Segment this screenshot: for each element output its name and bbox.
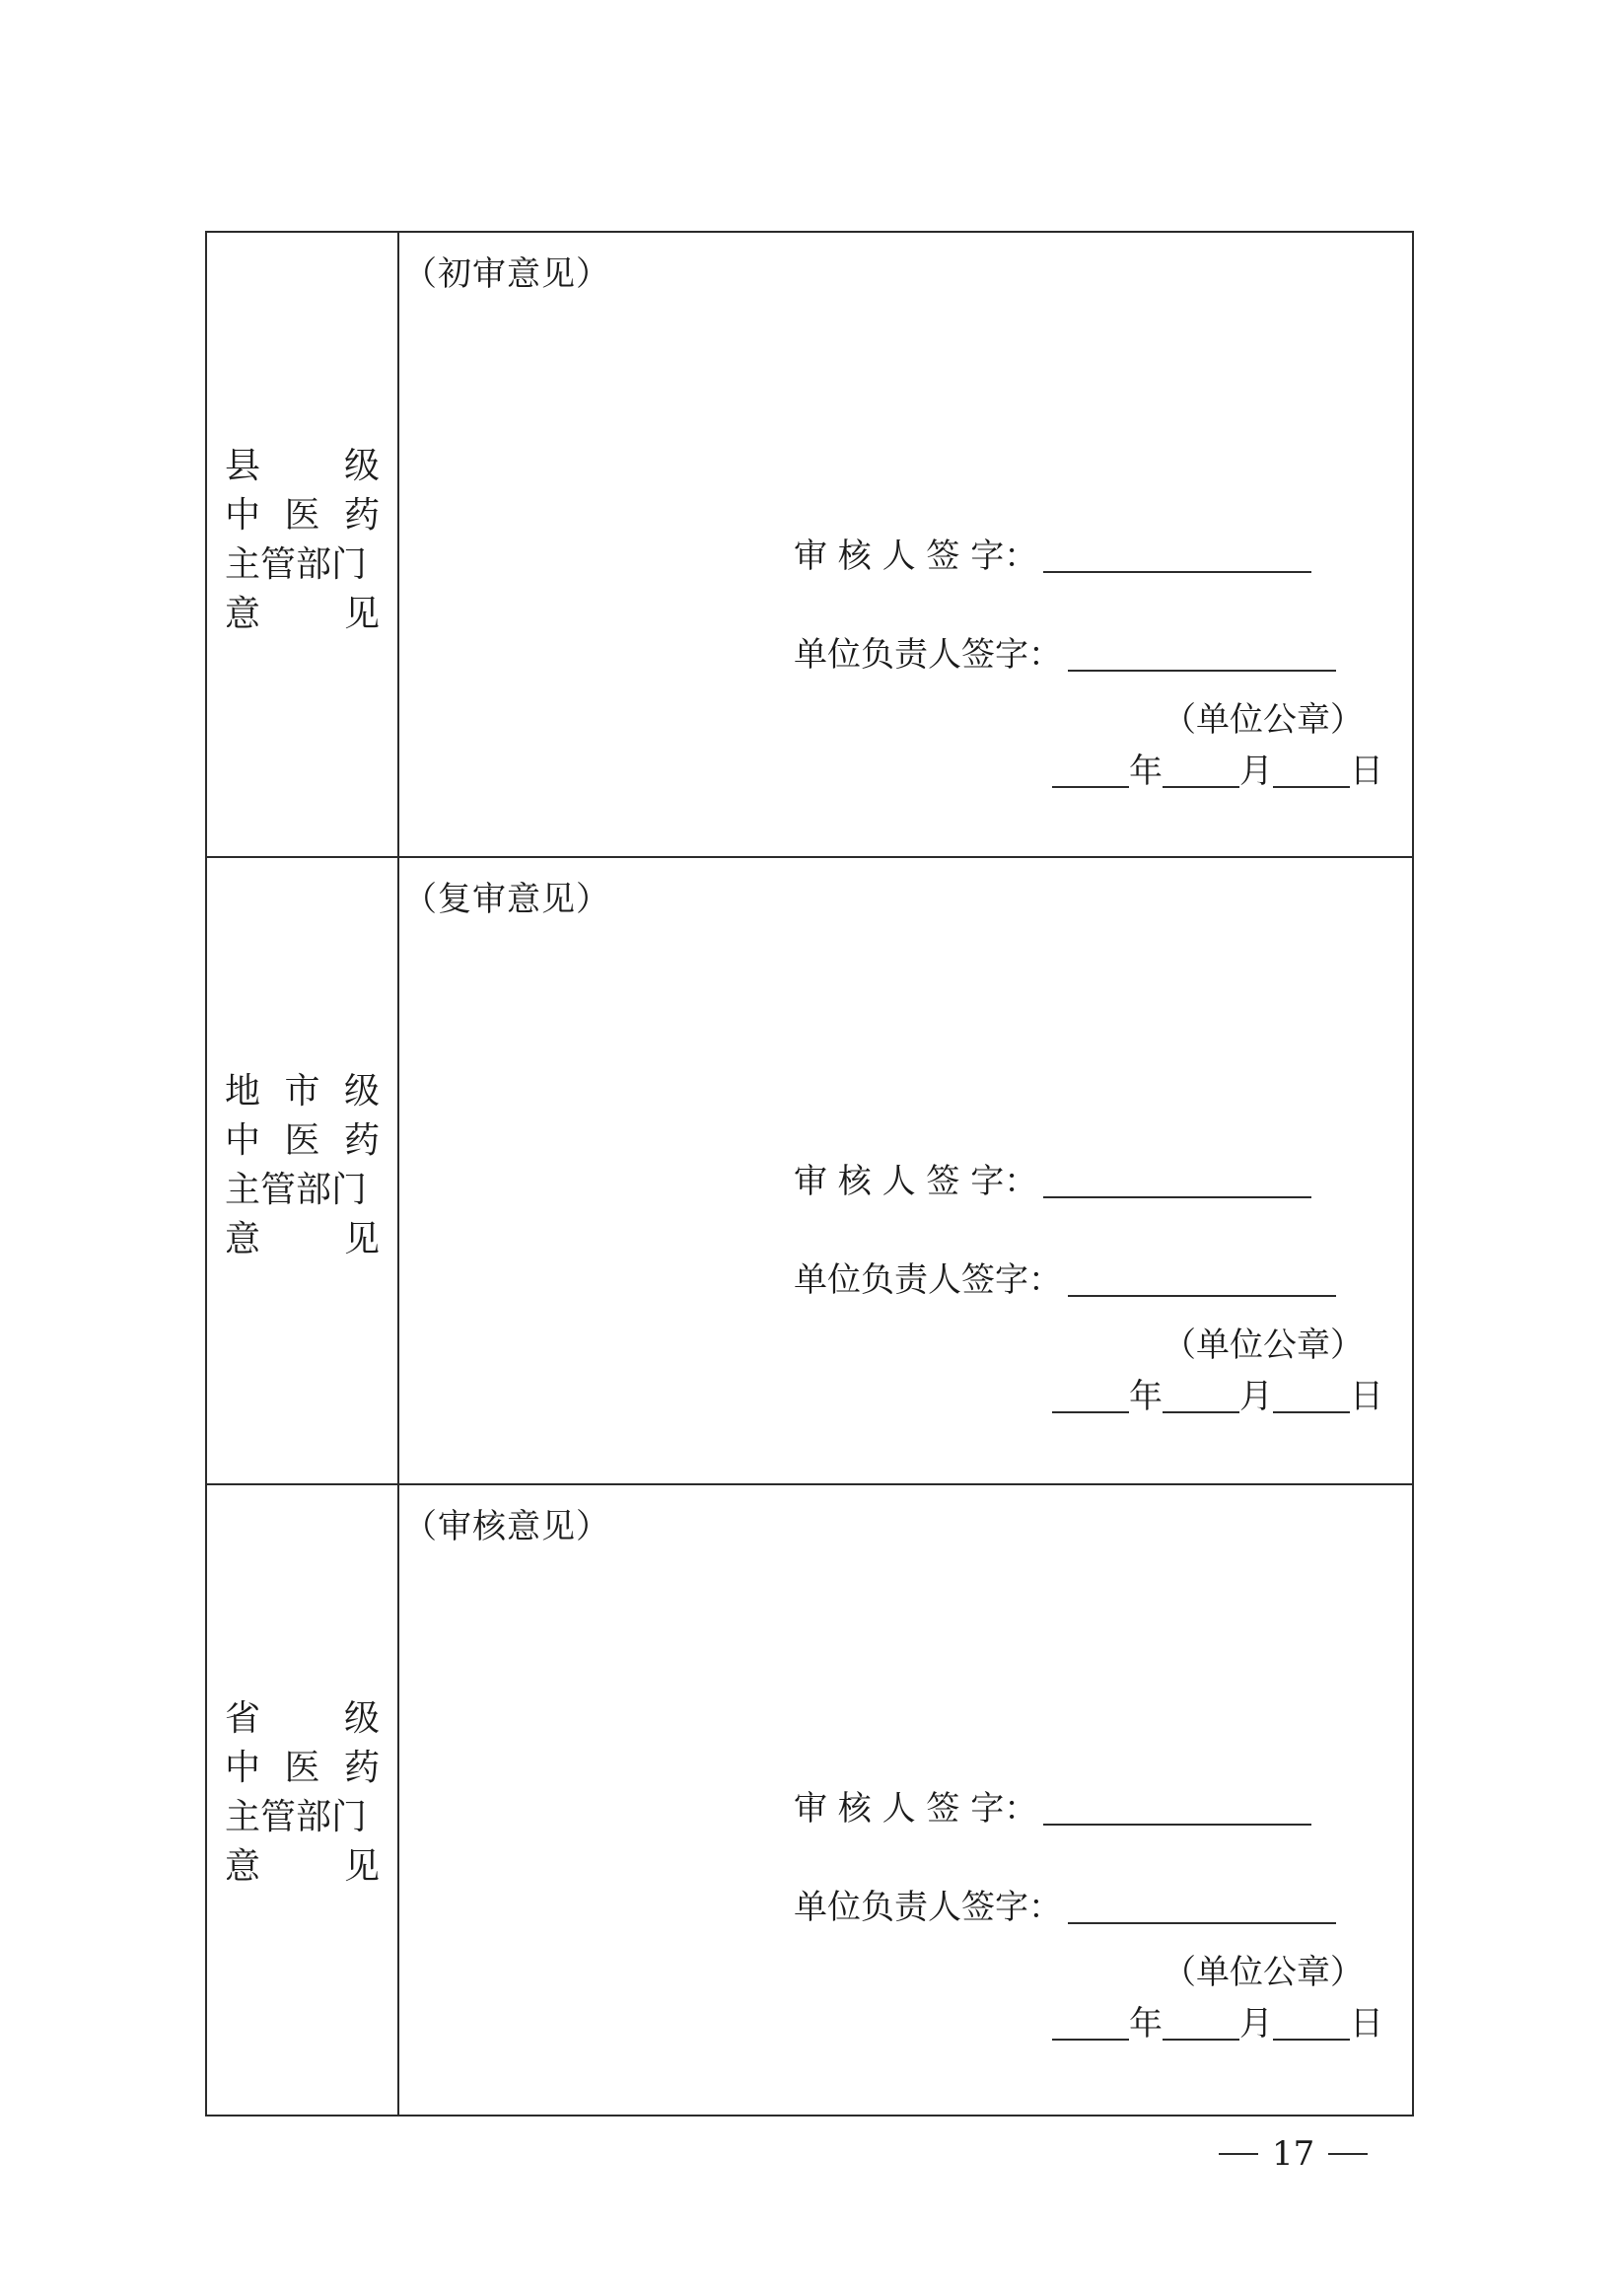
opinion-heading: （审核意见）: [403, 1507, 610, 1546]
day-field[interactable]: [1273, 1411, 1350, 1413]
dept-label-line: [225, 491, 380, 540]
reviewer-signature-label: 审 核 人 签 字：: [794, 1789, 1038, 1829]
dept-label-text: 医: [284, 495, 320, 536]
head-signature-line: [794, 627, 1336, 676]
reviewer-signature-line: [794, 529, 1311, 577]
dept-label-text: 见: [343, 1219, 380, 1259]
page-number-right-dash: [1328, 2153, 1368, 2155]
dept-label-text: 省: [225, 1698, 261, 1739]
dept-label-cell: [206, 1484, 398, 2116]
dept-label-text: 地: [225, 1071, 261, 1112]
day-field[interactable]: [1273, 2039, 1350, 2041]
reviewer-signature-field[interactable]: [1043, 571, 1311, 573]
head-signature-line: [794, 1880, 1336, 1928]
dept-label-line: [225, 442, 380, 491]
year-label: 年: [1129, 1377, 1163, 1416]
year-field[interactable]: [1052, 786, 1129, 788]
page-number-value: 17: [1272, 2134, 1315, 2174]
review-row-city: [206, 857, 1413, 1484]
dept-label: [225, 442, 380, 639]
dept-label-line: [225, 590, 380, 639]
review-row-province: [206, 1484, 1413, 2116]
opinion-cell[interactable]: [398, 232, 1413, 857]
opinion-cell[interactable]: [398, 857, 1413, 1484]
dept-label-line: [225, 1166, 380, 1215]
dept-label-text: 意: [225, 1846, 261, 1887]
reviewer-signature-label: 审 核 人 签 字：: [794, 1162, 1038, 1201]
dept-label-line: [225, 1694, 380, 1744]
dept-label-text: 中: [225, 1120, 261, 1161]
dept-label: [225, 1694, 380, 1892]
year-label: 年: [1129, 752, 1163, 791]
dept-label-line: [225, 1067, 380, 1116]
dept-label-text: 主管部门: [225, 544, 368, 585]
month-label: 月: [1239, 752, 1273, 791]
dept-label-text: 药: [343, 1120, 380, 1161]
dept-label-line: [225, 1215, 380, 1264]
dept-label-text: 药: [343, 1748, 380, 1788]
dept-label-text: 医: [284, 1120, 320, 1161]
dept-label-text: 见: [343, 594, 380, 634]
unit-seal-note: （单位公章）: [1163, 1953, 1364, 1992]
dept-label: [225, 1067, 380, 1264]
dept-label-text: 级: [343, 446, 380, 486]
month-field[interactable]: [1163, 2039, 1239, 2041]
day-label: 日: [1350, 1377, 1383, 1416]
page-number: [1219, 2134, 1368, 2174]
dept-label-text: 意: [225, 594, 261, 634]
opinion-cell[interactable]: [398, 1484, 1413, 2116]
opinion-heading: （复审意见）: [403, 880, 610, 919]
page-number-left-dash: [1219, 2153, 1258, 2155]
reviewer-signature-line: [794, 1781, 1311, 1830]
head-signature-label: 单位负责人签字：: [794, 1888, 1062, 1927]
head-signature-label: 单位负责人签字：: [794, 635, 1062, 675]
opinion-heading: （初审意见）: [403, 254, 610, 294]
date-line: [1052, 1996, 1383, 2045]
unit-seal-note: （单位公章）: [1163, 700, 1364, 740]
month-field[interactable]: [1163, 786, 1239, 788]
date-line: [1052, 744, 1383, 792]
month-label: 月: [1239, 2004, 1273, 2044]
date-line: [1052, 1369, 1383, 1417]
head-signature-line: [794, 1253, 1336, 1301]
day-label: 日: [1350, 752, 1383, 791]
dept-label-text: 主管部门: [225, 1170, 368, 1210]
day-field[interactable]: [1273, 786, 1350, 788]
head-signature-field[interactable]: [1068, 670, 1336, 672]
day-label: 日: [1350, 2004, 1383, 2044]
year-field[interactable]: [1052, 1411, 1129, 1413]
dept-label-text: 中: [225, 495, 261, 536]
dept-label-text: 市: [284, 1071, 320, 1112]
dept-label-line: [225, 1793, 380, 1842]
reviewer-signature-field[interactable]: [1043, 1196, 1311, 1198]
dept-label-line: [225, 1116, 380, 1166]
dept-label-line: [225, 1744, 380, 1793]
dept-label-line: [225, 540, 380, 590]
review-row-county: [206, 232, 1413, 857]
head-signature-field[interactable]: [1068, 1922, 1336, 1924]
reviewer-signature-line: [794, 1154, 1311, 1202]
dept-label-text: 药: [343, 495, 380, 536]
reviewer-signature-label: 审 核 人 签 字：: [794, 537, 1038, 576]
dept-label-text: 中: [225, 1748, 261, 1788]
dept-label-text: 医: [284, 1748, 320, 1788]
head-signature-field[interactable]: [1068, 1295, 1336, 1297]
dept-label-line: [225, 1842, 380, 1892]
dept-label-text: 意: [225, 1219, 261, 1259]
dept-label-text: 级: [343, 1071, 380, 1112]
dept-label-text: 见: [343, 1846, 380, 1887]
dept-label-text: 县: [225, 446, 261, 486]
unit-seal-note: （单位公章）: [1163, 1326, 1364, 1365]
month-label: 月: [1239, 1377, 1273, 1416]
reviewer-signature-field[interactable]: [1043, 1824, 1311, 1826]
dept-label-cell: [206, 232, 398, 857]
dept-label-text: 主管部门: [225, 1797, 368, 1837]
head-signature-label: 单位负责人签字：: [794, 1260, 1062, 1300]
dept-label-text: 级: [343, 1698, 380, 1739]
month-field[interactable]: [1163, 1411, 1239, 1413]
dept-label-cell: [206, 857, 398, 1484]
year-label: 年: [1129, 2004, 1163, 2044]
review-opinion-table: [205, 231, 1414, 2117]
year-field[interactable]: [1052, 2039, 1129, 2041]
